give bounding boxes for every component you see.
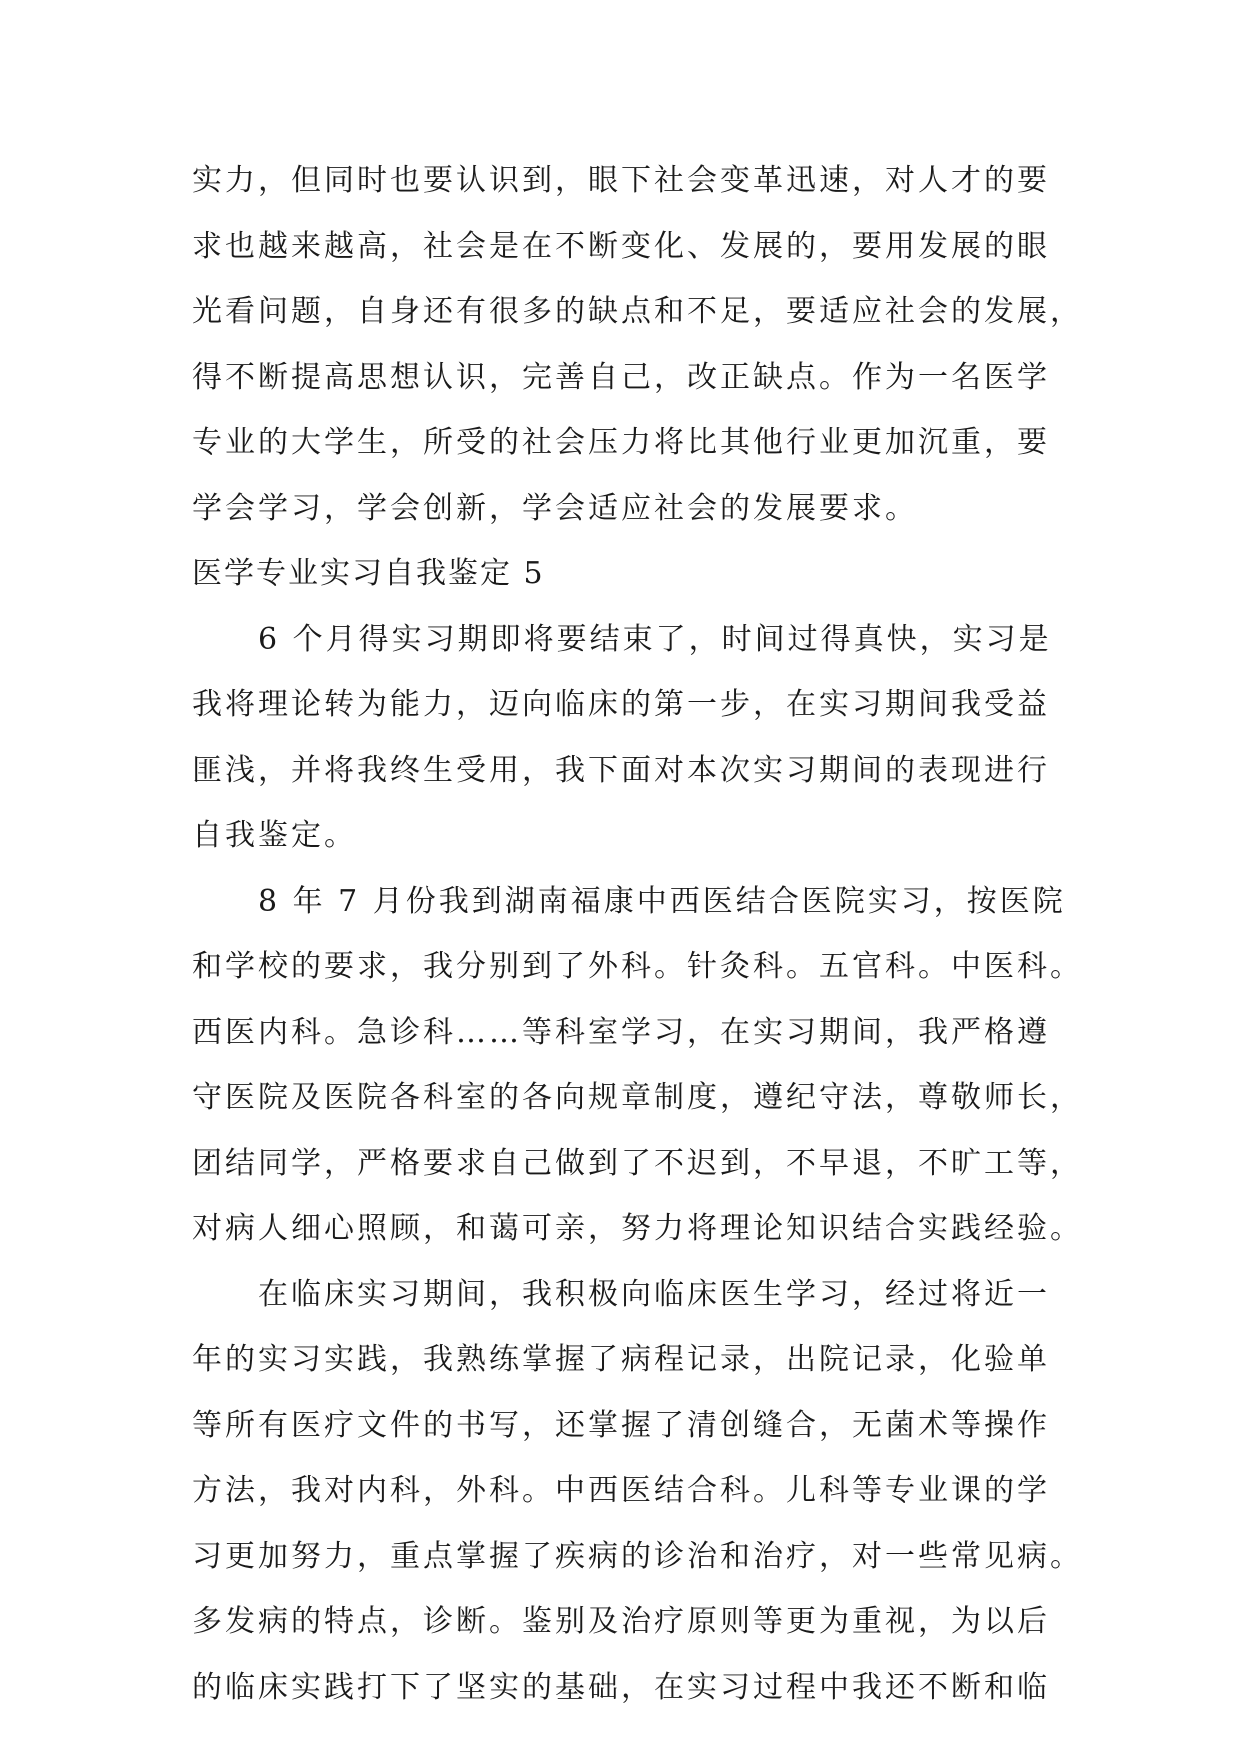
text-line: 守医院及医院各科室的各向规章制度，遵纪守法，尊敬师长， bbox=[192, 1080, 1083, 1115]
text-line: 对病人细心照顾，和蔼可亲，努力将理论知识结合实践经验。 bbox=[192, 1211, 1083, 1246]
text-line: 多发病的特点，诊断。鉴别及治疗原则等更为重视，为以后 bbox=[192, 1604, 1050, 1639]
text-line: 求也越来越高，社会是在不断变化、发展的，要用发展的眼 bbox=[192, 228, 1050, 264]
text-line: 方法，我对内科，外科。中西医结合科。儿科等专业课的学 bbox=[192, 1473, 1050, 1508]
text-line: 的临床实践打下了坚实的基础，在实习过程中我还不断和临 bbox=[192, 1669, 1050, 1705]
text-line: 在临床实习期间，我积极向临床医生学习，经过将近一 bbox=[192, 1276, 1050, 1312]
text-line: 专业的大学生，所受的社会压力将比其他行业更加沉重，要 bbox=[192, 425, 1050, 460]
text-line: 匪浅，并将我终生受用，我下面对本次实习期间的表现进行 bbox=[192, 752, 1050, 788]
paragraph-clinical bbox=[192, 1262, 1083, 1721]
text-line: 我将理论转为能力，迈向临床的第一步，在实习期间我受益 bbox=[192, 687, 1050, 722]
paragraph-hospital bbox=[192, 869, 1083, 1262]
text-line: 和学校的要求，我分别到了外科。针灸科。五官科。中医科。 bbox=[192, 949, 1083, 984]
document-page bbox=[192, 148, 1083, 1720]
text-line: 光看问题，自身还有很多的缺点和不足，要适应社会的发展， bbox=[192, 294, 1083, 329]
text-line: 自我鉴定。 bbox=[192, 818, 357, 853]
text-line: 实力，但同时也要认识到，眼下社会变革迅速，对人才的要 bbox=[192, 163, 1050, 198]
text-line: 8 年 7 月份我到湖南福康中西医结合医院实习，按医院 bbox=[192, 883, 1066, 919]
section-heading-text: 医学专业实习自我鉴定 5 bbox=[192, 556, 545, 591]
section-heading bbox=[192, 541, 1052, 607]
text-line: 得不断提高思想认识，完善自己，改正缺点。作为一名医学 bbox=[192, 359, 1050, 395]
paragraph-intro bbox=[192, 607, 1052, 869]
text-line: 团结同学，严格要求自己做到了不迟到，不早退，不旷工等， bbox=[192, 1145, 1083, 1181]
text-line: 6 个月得实习期即将要结束了，时间过得真快，实习是 bbox=[192, 621, 1052, 657]
text-line: 学会学习，学会创新，学会适应社会的发展要求。 bbox=[192, 490, 918, 526]
paragraph-continuation bbox=[192, 148, 1083, 541]
text-line: 等所有医疗文件的书写，还掌握了清创缝合，无菌术等操作 bbox=[192, 1407, 1050, 1443]
text-line: 西医内科。急诊科……等科室学习，在实习期间，我严格遵 bbox=[192, 1014, 1050, 1050]
text-line: 习更加努力，重点掌握了疾病的诊治和治疗，对一些常见病。 bbox=[192, 1538, 1083, 1574]
text-line: 年的实习实践，我熟练掌握了病程记录，出院记录，化验单 bbox=[192, 1342, 1050, 1377]
